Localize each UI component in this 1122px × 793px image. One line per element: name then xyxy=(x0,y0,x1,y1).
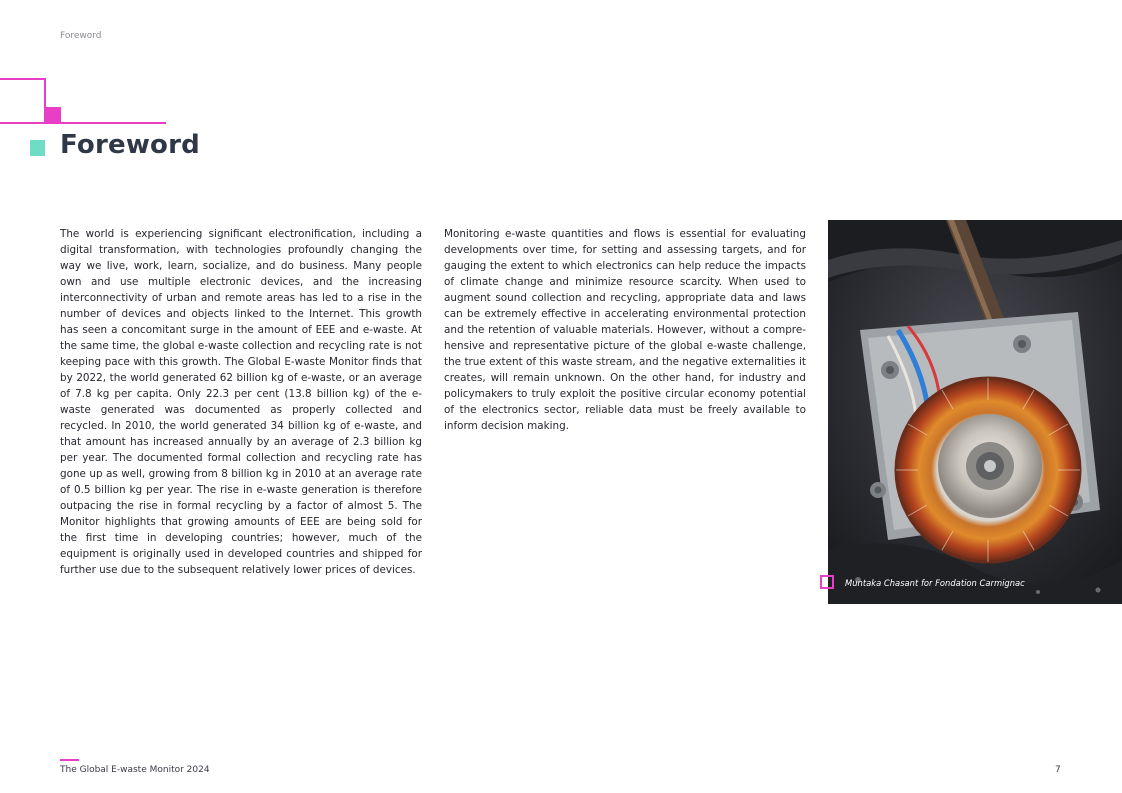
body-text-column-left: The world is experiencing significant electronification, including a digital transformation, with technologies profoundly changing the way we live, work, learn, socialize, and do business. Many people own and use multiple electronic devices, and the increasing interconnectivity of urban and remote areas has led to a rise in the number of devices and objects linked to the Internet. This growth has seen a concomitant surge in the amount of EEE and e-waste. At the same time, the global e-waste collection and recycling rate is not keeping pace with this growth. The Global E-waste Monitor finds that by 2022, the world generated 62 billion kg of e-waste, or an average of 7.8 kg per capita. Only 22.3 per cent (13.8 billion kg) of the e-waste generated was documented as properly collected and recycled. In 2010, the world generated 34 billion kg of e-waste, and that amount has increased annually by an average of 2.3 billion kg per year. The documented formal collection and recycling rate has gone up as well, growing from 8 billion kg in 2010 at an average rate of 0.5 billion kg per year. The rise in e-waste generation is therefore outpacing the rise in formal recycling by a factor of almost 5. The Monitor highlights that growing amounts of EEE are being sold for the first time in developing countries; however, much of the equipment is originally used in developed countries and shipped for further use due to the subsequent relatively lower prices of devices. xyxy=(60,228,422,576)
footer-accent-line xyxy=(60,759,79,761)
decorative-line xyxy=(0,122,166,124)
photo xyxy=(828,220,1122,604)
decorative-square xyxy=(30,140,45,156)
decorative-square xyxy=(45,107,61,123)
photo-illustration xyxy=(828,220,1122,604)
running-header: Foreword xyxy=(60,31,102,41)
page-number: 7 xyxy=(1055,765,1061,775)
footer-publication-title: The Global E-waste Monitor 2024 xyxy=(60,765,210,775)
page-title: Foreword xyxy=(60,130,200,160)
caption-marker xyxy=(820,575,834,589)
decorative-line xyxy=(0,78,45,80)
body-text-column-right: Monitoring e-waste quantities and flows is essential for evaluating developments over time, for setting and assessing targets, and for gauging the extent to which electronics can help reduce the impacts of climate change and minimize resource scarcity. When used to augment sound collection and recycling, appropriate data and laws can be extremely effective in accelerating environmental protection and the retention of valuable materials. However, without a comprehensive and representative picture of the global e-waste challenge, the true extent of this waste stream, and the negative externalities it creates, will remain unknown. On the other hand, for industry and policymakers to truly exploit the positive circular economy potential of the electronics sector, reliable data must be freely available to inform decision making. xyxy=(444,228,806,432)
photo-caption: Muntaka Chasant for Fondation Carmignac xyxy=(845,578,1025,588)
